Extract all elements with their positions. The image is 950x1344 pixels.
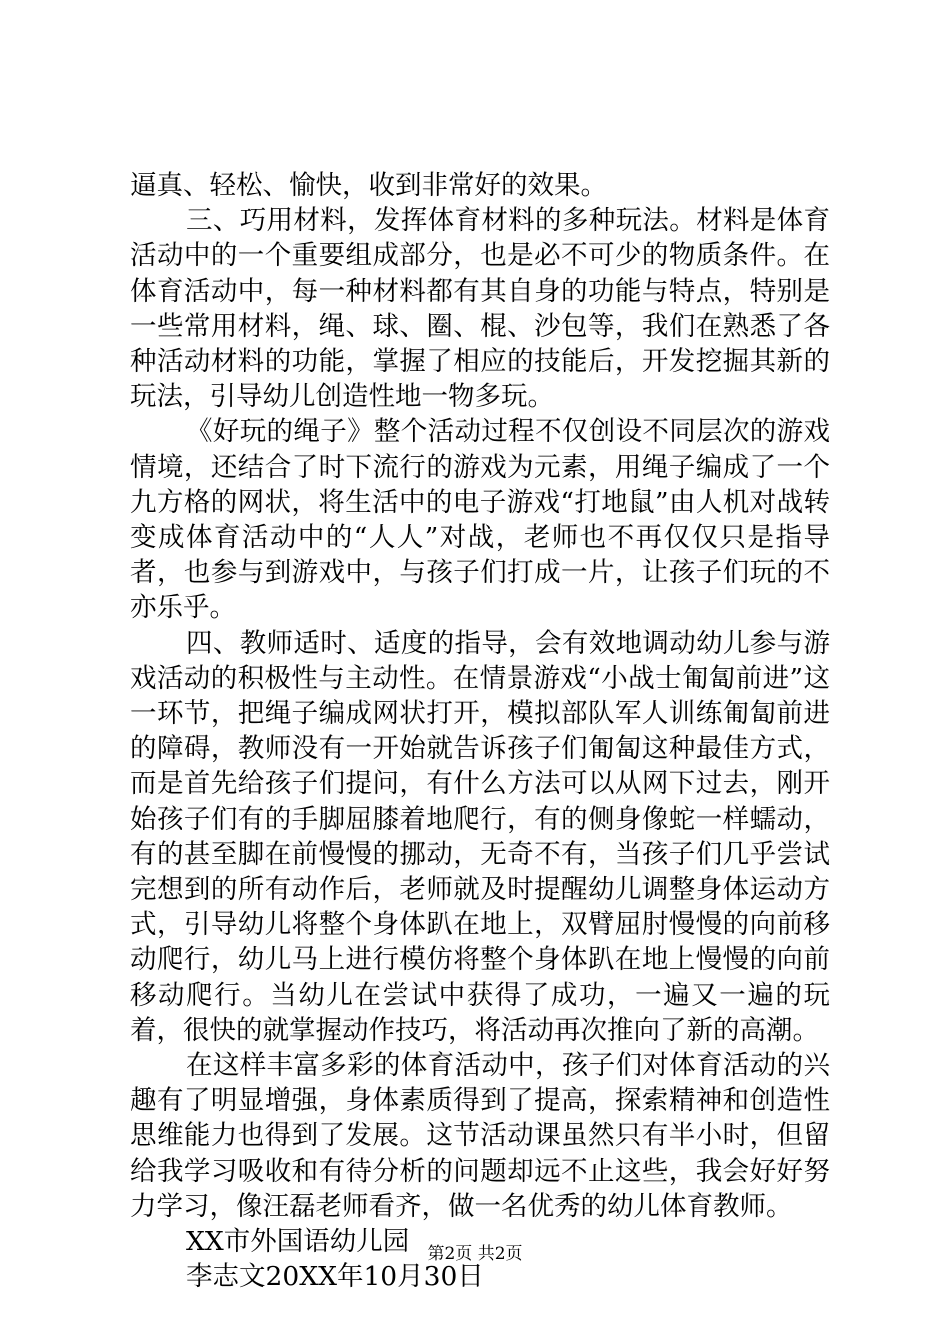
signature-organization: XX市外国语幼儿园 [186,1226,410,1258]
paragraph-conclusion: 在这样丰富多彩的体育活动中，孩子们对体育活动的兴趣有了明显增强，身体素质得到了提高，探索精神和创造性思维能力也得到了发展。这节活动课虽然只有半小时，但留给我学习吸收和有待分析的问题却远不止这些，我会好好努力学习，像汪磊老师看齐，做一名优秀的幼儿体育教师。 [130,1050,830,1222]
paragraph-materials: 三、巧用材料，发挥体育材料的多种玩法。材料是体育活动中的一个重要组成部分，也是必不可少的物质条件。在体育活动中，每一种材料都有其自身的功能与特点，特别是一些常用材料，绳、球、圈、棍、沙包等，我们在熟悉了各种活动材料的功能，掌握了相应的技能后，开发挖掘其新的玩法，引导幼儿创造性地一物多玩。 [130,205,830,413]
document-body [130,168,830,1295]
page-footer [0,1243,950,1265]
page-number-label: 第2页 共2页 [427,1244,523,1264]
paragraph-teacher-guidance: 四、教师适时、适度的指导，会有效地调动幼儿参与游戏活动的积极性与主动性。在情景游戏“小战士匍匐前进”这一环节，把绳子编成网状打开，模拟部队军人训练匍匐前进的障碍，教师没有一开始就告诉孩子们匍匐这种最佳方式，而是首先给孩子们提问，有什么方法可以从网下过去，刚开始孩子们有的手脚屈膝着地爬行，有的侧身像蛇一样蠕动，有的甚至脚在前慢慢的挪动，无奇不有，当孩子们几乎尝试完想到的所有动作后，老师就及时提醒幼儿调整身体运动方式，引导幼儿将整个身体趴在地上，双臂屈肘慢慢的向前移动爬行，幼儿马上进行模仿将整个身体趴在地上慢慢的向前移动爬行。当幼儿在尝试中获得了成功，一遍又一遍的玩着，很快的就掌握动作技巧，将活动再次推向了新的高潮。 [130,627,830,1046]
signature-author-date: 李志文20XX年10月30日 [186,1261,484,1293]
paragraph-continued: 逼真、轻松、愉快，收到非常好的效果。 [130,170,607,201]
paragraph-rope-game: 《好玩的绳子》整个活动过程不仅创设不同层次的游戏情境，还结合了时下流行的游戏为元素，用绳子编成了一个九方格的网状，将生活中的电子游戏“打地鼠”由人机对战转变成体育活动中的“人人”对战，老师也不再仅仅只是指导者，也参与到游戏中，与孩子们打成一片，让孩子们玩的不亦乐乎。 [130,416,830,624]
